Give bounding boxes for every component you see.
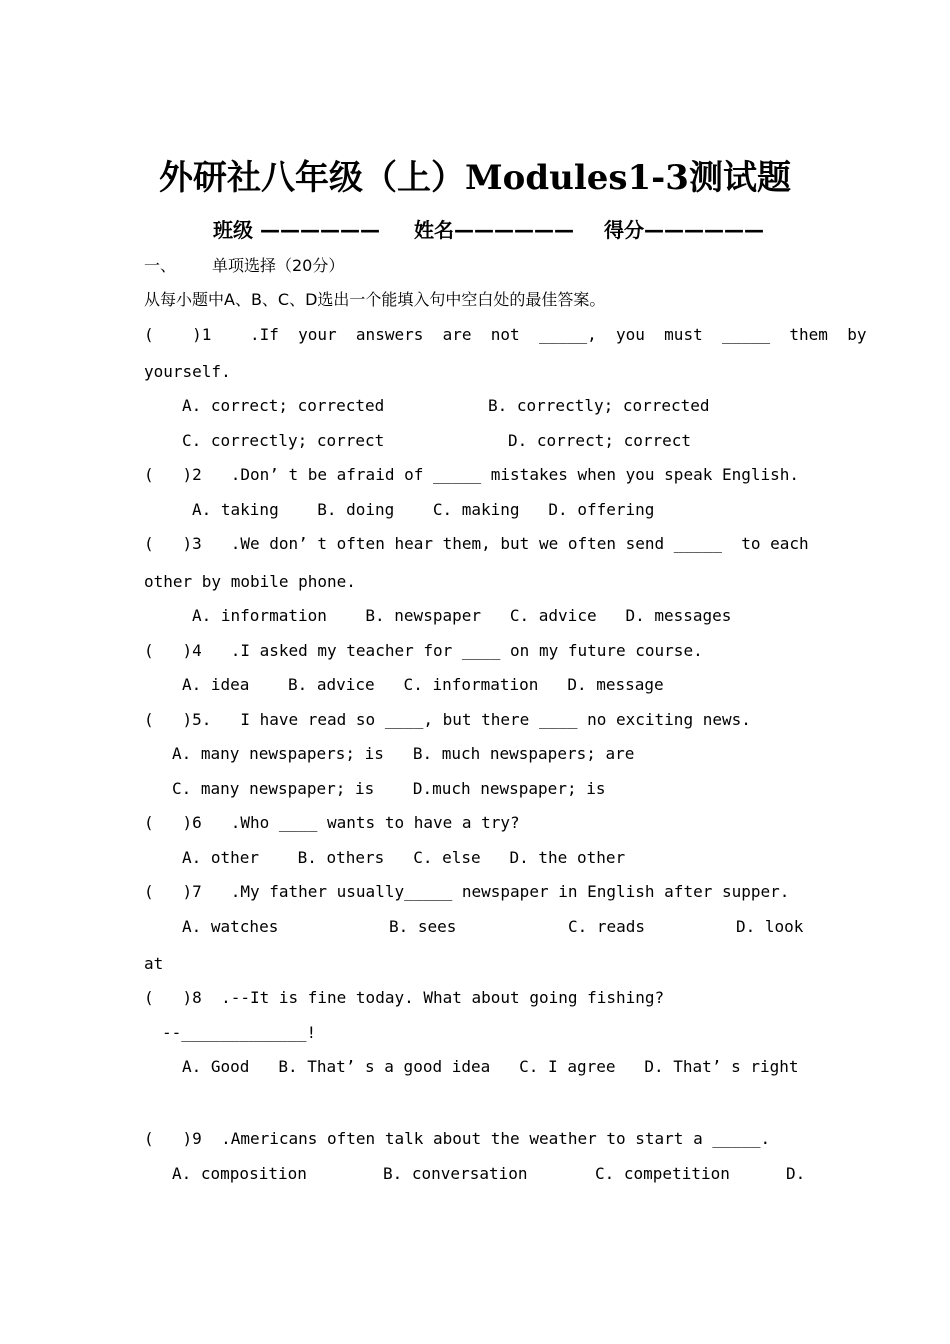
question-7-stem: ( )7 .My father usually_____ newspaper in English after supper. — [144, 882, 790, 901]
question-7-option-a: A. watches — [182, 917, 279, 936]
question-9-option-a: A. composition — [172, 1164, 307, 1183]
question-3-continuation: other by mobile phone. — [144, 572, 356, 591]
question-9-option-b: B. conversation — [383, 1164, 528, 1183]
question-8-options: A. Good B. That’ s a good idea C. I agree D. That’ s right — [182, 1057, 799, 1076]
name-field-label: 姓名—————— — [414, 218, 574, 242]
question-1-option-b: B. correctly; corrected — [488, 396, 710, 415]
question-7-option-b: B. sees — [389, 917, 457, 936]
question-5-options-cd: C. many newspaper; is D.much newspaper; is — [172, 779, 606, 798]
question-7-option-c: C. reads — [568, 917, 646, 936]
question-1-option-d: D. correct; correct — [508, 431, 692, 450]
question-3-stem: ( )3 .We don’ t often hear them, but we often send _____ to each — [144, 534, 809, 553]
section-heading: 单项选择（20分） — [212, 256, 345, 275]
score-field-label: 得分—————— — [604, 218, 764, 242]
section-number: 一、 — [144, 256, 177, 275]
question-9-option-c: C. competition — [595, 1164, 730, 1183]
question-6-options: A. other B. others C. else D. the other — [182, 848, 626, 867]
page-title: 外研社八年级（上）Modules1-3测试题 — [159, 158, 791, 198]
question-5-options-ab: A. many newspapers; is B. much newspapers; are — [172, 744, 635, 763]
question-1-option-a: A. correct; corrected — [182, 396, 385, 415]
question-1-stem: ( )1 .If your answers are not _____, you must _____ them by — [144, 325, 867, 344]
question-4-options: A. idea B. advice C. information D. message — [182, 675, 664, 694]
question-7-continuation: at — [144, 954, 164, 973]
question-7-option-d: D. look — [736, 917, 804, 936]
question-5-stem: ( )5. I have read so ____, but there ____ no exciting news. — [144, 710, 751, 729]
question-6-stem: ( )6 .Who ____ wants to have a try? — [144, 813, 520, 832]
question-3-options: A. information B. newspaper C. advice D. messages — [192, 606, 732, 625]
section-instruction: 从每小题中A、B、C、D选出一个能填入句中空白处的最佳答案。 — [144, 290, 606, 309]
question-9-option-d: D. — [786, 1164, 806, 1183]
question-4-stem: ( )4 .I asked my teacher for ____ on my future course. — [144, 641, 703, 660]
question-1-option-c: C. correctly; correct — [182, 431, 385, 450]
question-1-continuation: yourself. — [144, 362, 231, 381]
question-2-stem: ( )2 .Don’ t be afraid of _____ mistakes when you speak English. — [144, 465, 800, 484]
question-2-options: A. taking B. doing C. making D. offering — [192, 500, 655, 519]
question-8-answer-blank: --_____________! — [162, 1023, 317, 1042]
question-8-stem: ( )8 .--It is fine today. What about going fishing? — [144, 988, 665, 1007]
question-9-stem: ( )9 .Americans often talk about the weather to start a _____. — [144, 1129, 771, 1148]
class-field-label: 班级 —————— — [213, 218, 380, 242]
